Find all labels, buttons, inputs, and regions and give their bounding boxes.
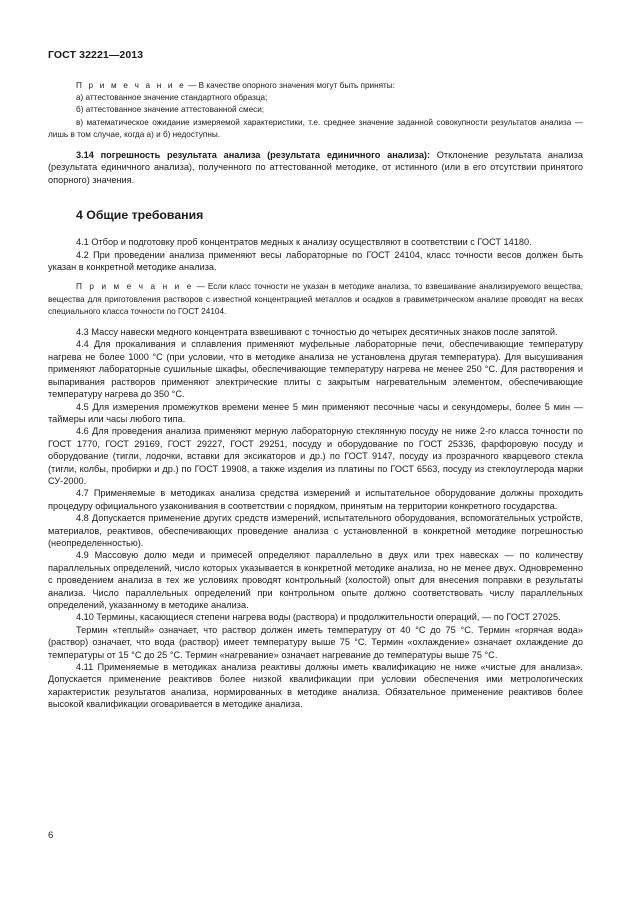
note-1-item-b: б) аттестованное значение аттестованной смеси; (76, 105, 265, 115)
paragraph-3-14 (48, 149, 583, 186)
note-1 (48, 80, 583, 92)
note-1-label: П р и м е ч а н и е (76, 81, 186, 90)
paragraph-4-3: 4.3 Массу навески медного концентрата взвешивают с точностью до четырех десятичных знаков после запятой. (76, 327, 558, 338)
document-body (48, 80, 583, 711)
paragraph-4-6: 4.6 Для проведения анализа применяют мерную лабораторную стеклянную посуду не ниже 2-го класса точности по ГОСТ 1770, ГОСТ 29169, ГОСТ 29227, ГОСТ 29251, посуду и оборудование по ГОСТ 25336, фарфоровую посуду и оборудование (тигли, лодочки, вставки для эксикаторов и др.) по ГОСТ 9147, посуду из прозрачного кварцевого стекла (тигли, колбы, пробирки и др.) по ГОСТ 19908, а также изделия из платины по ГОСТ 6563, посуду из стеклоуглерода марки СУ-2000. (48, 426, 583, 486)
note-1-item-c: в) математическое ожидание измеряемой характеристики, т.е. среднее значение заданной совокупности результатов анализа — лишь в том случае, когда а) и б) недоступны. (48, 117, 583, 139)
note-2-label: П р и м е ч а н и е (76, 282, 194, 292)
paragraph-4-10: 4.10 Термины, касающиеся степени нагрева воды (раствора) и продолжительности операций, — по ГОСТ 27025. (76, 612, 561, 623)
paragraph-4-2: 4.2 При проведении анализа применяют весы лабораторные по ГОСТ 24104, класс точности весов должен быть указан в конкретной методике анализа. (48, 249, 583, 273)
page-number: 6 (48, 830, 54, 841)
section-title: 4 Общие требования (76, 208, 204, 223)
term-3-14: 3.14 погрешность результата анализа (результата единичного анализа): (76, 150, 431, 161)
note-2-text: — Если класс точности не указан в методике анализа, то взвешивание анализируемого вещества, вещества для приготовления растворов с известной концентрацией металлов и осадков в гравиметрическом анализе проводят на весах специального класса точности по ГОСТ 24104. (48, 282, 583, 316)
paragraph-4-5: 4.5 Для измерения промежутков времени менее 5 мин применяют песочные часы и секундомеры, более 5 мин — таймеры или часы любого типа. (48, 401, 583, 424)
note-1-item-a: а) аттестованное значение стандартного образца; (76, 93, 268, 103)
paragraph-4-4: 4.4 Для прокаливания и сплавления применяют муфельные лабораторные печи, обеспечивающие температуру нагрева не более 1000 °С (при условии, что в методике анализа не установлена другая температура). Для высушивания применяют лабораторные сушильные шкафы, обеспечивающие температуру нагрева не менее 250 °С. Для растворения и выпаривания растворов применяют электрические плиты с закрытым нагревательным элементом, обеспечивающие температуру нагрева до 350 °С. (48, 339, 583, 400)
note-1-text: — В качестве опорного значения могут быть приняты: (185, 81, 395, 90)
paragraph-4-11: 4.11 Применяемые в методиках анализа реактивы должны иметь квалификацию не ниже «чистые для анализа». Допускается применение реактивов более низкой квалификации при условии обеспечения ими метрологических характеристик результатов анализа, нормированных в методике анализа. Обязательное применение реактивов более высокой квалификации оговаривается в методике анализа. (48, 662, 583, 710)
document-header: ГОСТ 32221—2013 (48, 49, 144, 61)
paragraph-4-1: 4.1 Отбор и подготовку проб концентратов медных к анализу осуществляют в соответствии с ГОСТ 14180. (76, 237, 532, 248)
paragraph-4-7: 4.7 Применяемые в методиках анализа средства измерений и испытательное оборудование должны проходить процедуру официального узаконивания в соответствии с порядком, принятым на территории конкретного государства. (48, 488, 583, 511)
paragraph-4-8: 4.8 Допускается применение других средств измерений, испытательного оборудования, вспомогательных устройств, материалов, реактивов, обеспечивающих проведение анализа с установленной в конкретной методике погрешностью (неопределенностью). (48, 513, 583, 548)
paragraph-4-9: 4.9 Массовую долю меди и примесей определяют параллельно в двух или трех навесках — по количеству параллельных определений, число которых указывается в конкретной методике анализа, но не менее двух. Одновременно с проведением анализа в тех же условиях проводят контрольный (холостой) опыт для внесения поправки в результаты анализа. Число параллельных определений при контрольном опыте должно соответствовать числу параллельных определений, указанному в методике анализа. (48, 550, 583, 610)
definition-3-14: Отклонение результата анализа (результата единичного анализа), полученного по аттестованной методике, от истинного (или в его отсутствии принятого опорного) значения. (48, 150, 583, 185)
paragraph-4-10-terms: Термин «теплый» означает, что раствор должен иметь температуру от 40 °С до 75 °С. Термин «горячая вода» (раствор) означает, что вода (раствор) имеет температуру выше 75 °С. Термин «охлаждение» означает охлаждение до температуры от 15 °С до 25 °С. Термин «нагревание» означает нагревание до температуры выше 75 °С. (48, 624, 583, 660)
note-2 (48, 281, 583, 318)
